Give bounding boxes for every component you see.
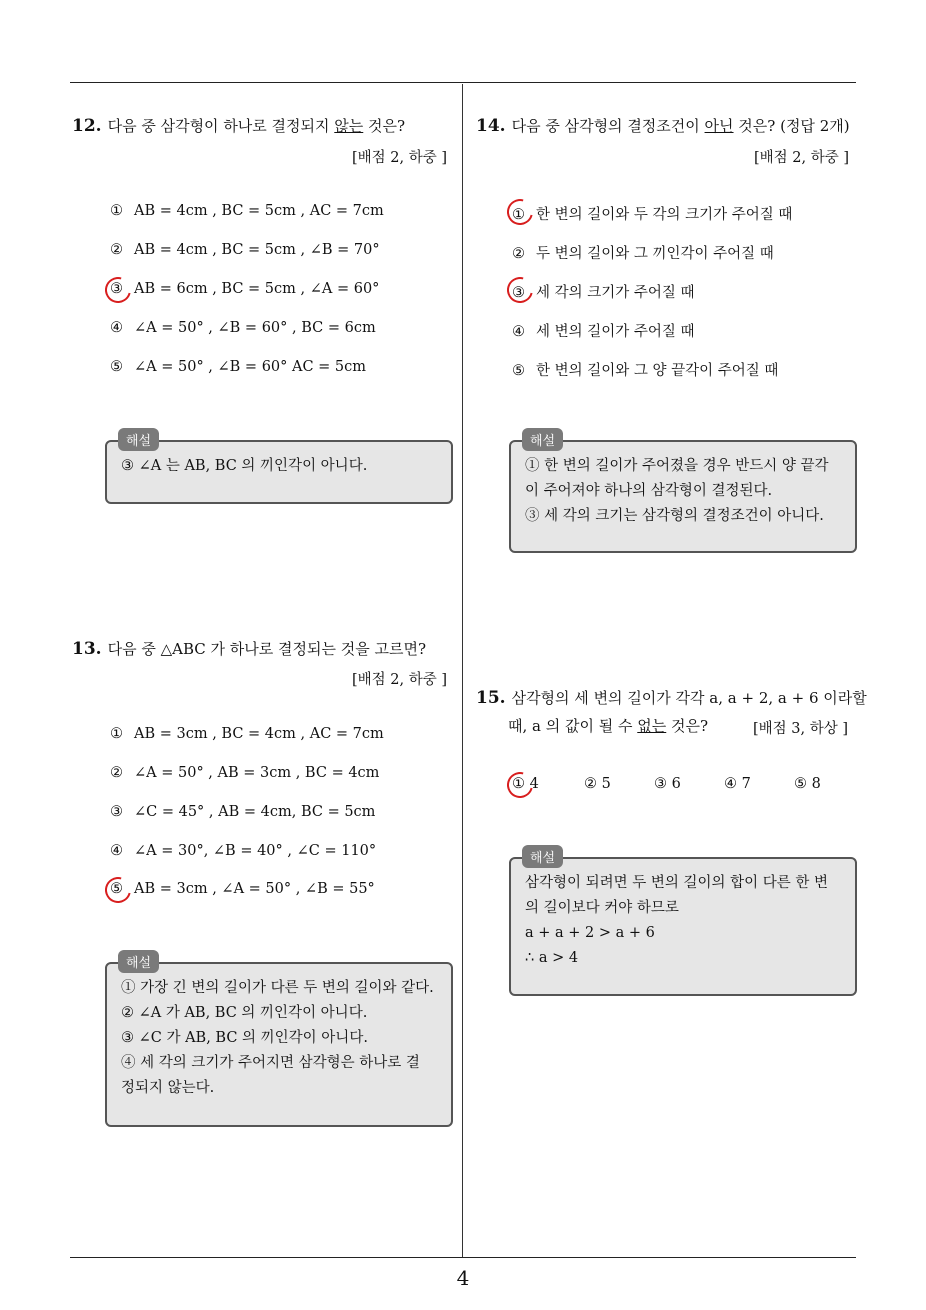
answer-mark-circle: [502, 194, 538, 230]
q12-explanation-box: [105, 440, 453, 504]
q13-explanation-tag: 해설: [118, 950, 159, 973]
column-divider: [462, 84, 463, 1257]
q12-option-2[interactable]: ② AB = 4cm , BC = 5cm , ∠B = 70°: [110, 242, 380, 258]
q13-explanation-box: [105, 962, 453, 1127]
q14-number: 14.: [476, 116, 506, 136]
answer-mark-circle: [100, 272, 136, 308]
q15-explanation-box: [509, 857, 857, 996]
q15-choice-2[interactable]: ② 5: [584, 776, 611, 792]
q13-score: [배점 2, 하중 ]: [352, 672, 448, 688]
q15-explanation-line: 삼각형이 되려면 두 변의 길이의 합이 다른 한 변: [525, 875, 829, 891]
q14-option-4[interactable]: ④ 세 변의 길이가 주어질 때: [512, 324, 695, 340]
q15-choice-4[interactable]: ④ 7: [724, 776, 751, 792]
q15-question-cont: 때, a 의 값이 될 수 없는 것은?: [508, 717, 709, 735]
q13-option-2[interactable]: ② ∠A = 50° , AB = 3cm , BC = 4cm: [110, 765, 380, 781]
q14-question: 14. 다음 중 삼각형의 결정조건이 아닌 것은? (정답 2개): [476, 116, 850, 136]
q15-number: 15.: [476, 688, 506, 708]
q13-explanation-line: ② ∠A 가 AB, BC 의 끼인각이 아니다.: [121, 1005, 368, 1021]
q13-option-3[interactable]: ③ ∠C = 45° , AB = 4cm, BC = 5cm: [110, 804, 376, 820]
q14-score: [배점 2, 하중 ]: [754, 150, 850, 166]
q12-option-1[interactable]: ① AB = 4cm , BC = 5cm , AC = 7cm: [110, 203, 384, 219]
q12-question: 12. 다음 중 삼각형이 하나로 결정되지 않는 것은?: [72, 116, 406, 136]
q15-explanation-line: ∴ a > 4: [525, 950, 579, 966]
answer-mark-circle: [502, 272, 538, 308]
q12-number: 12.: [72, 116, 102, 136]
q15-explanation-line: 의 길이보다 커야 하므로: [525, 900, 679, 916]
q15-choice-5[interactable]: ⑤ 8: [794, 776, 821, 792]
page-number: 4: [456, 1266, 470, 1290]
q15-choice-1[interactable]: ① 4: [512, 776, 539, 792]
q13-explanation-line: 정되지 않는다.: [121, 1080, 215, 1096]
q13-number: 13.: [72, 639, 102, 659]
q13-option-1[interactable]: ① AB = 3cm , BC = 4cm , AC = 7cm: [110, 726, 384, 742]
q14-option-3[interactable]: ③ 세 각의 크기가 주어질 때: [512, 285, 695, 301]
q12-option-3[interactable]: ③ AB = 6cm , BC = 5cm , ∠A = 60°: [110, 281, 380, 297]
q14-explanation-tag: 해설: [522, 428, 563, 451]
q14-option-1[interactable]: ① 한 변의 길이와 두 각의 크기가 주어질 때: [512, 207, 793, 223]
q13-explanation-line: ④ 세 각의 크기가 주어지면 삼각형은 하나로 결: [121, 1055, 420, 1071]
q12-option-5[interactable]: ⑤ ∠A = 50° , ∠B = 60° AC = 5cm: [110, 359, 367, 375]
q12-explanation-line: ③ ∠A 는 AB, BC 의 끼인각이 아니다.: [121, 458, 368, 474]
q12-option-4[interactable]: ④ ∠A = 50° , ∠B = 60° , BC = 6cm: [110, 320, 376, 336]
q14-option-5[interactable]: ⑤ 한 변의 길이와 그 양 끝각이 주어질 때: [512, 363, 779, 379]
q15-question: 15. 삼각형의 세 변의 길이가 각각 a, a + 2, a + 6 이라할: [476, 688, 867, 708]
q13-explanation-line: ① 가장 긴 변의 길이가 다른 두 변의 길이와 같다.: [121, 980, 434, 996]
q15-explanation-line: a + a + 2 > a + 6: [525, 925, 655, 941]
q14-explanation-line: ③ 세 각의 크기는 삼각형의 결정조건이 아니다.: [525, 508, 824, 524]
q12-explanation-tag: 해설: [118, 428, 159, 451]
q15-explanation-tag: 해설: [522, 845, 563, 868]
q14-explanation-box: [509, 440, 857, 553]
q13-option-4[interactable]: ④ ∠A = 30°, ∠B = 40° , ∠C = 110°: [110, 843, 377, 859]
top-rule: [70, 82, 856, 83]
q15-choice-3[interactable]: ③ 6: [654, 776, 681, 792]
q14-explanation-line: 이 주어져야 하나의 삼각형이 결정된다.: [525, 483, 773, 499]
q13-explanation-line: ③ ∠C 가 AB, BC 의 끼인각이 아니다.: [121, 1030, 368, 1046]
answer-mark-circle: [502, 767, 538, 803]
q13-question: 13. 다음 중 △ABC 가 하나로 결정되는 것을 고르면?: [72, 639, 426, 659]
q12-score: [배점 2, 하중 ]: [352, 150, 448, 166]
answer-mark-circle: [100, 872, 136, 908]
q14-explanation-line: ① 한 변의 길이가 주어졌을 경우 반드시 양 끝각: [525, 458, 829, 474]
q15-score: [배점 3, 하상 ]: [753, 721, 849, 737]
q14-option-2[interactable]: ② 두 변의 길이와 그 끼인각이 주어질 때: [512, 246, 774, 262]
q13-option-5[interactable]: ⑤ AB = 3cm , ∠A = 50° , ∠B = 55°: [110, 881, 375, 897]
bottom-rule: [70, 1257, 856, 1258]
